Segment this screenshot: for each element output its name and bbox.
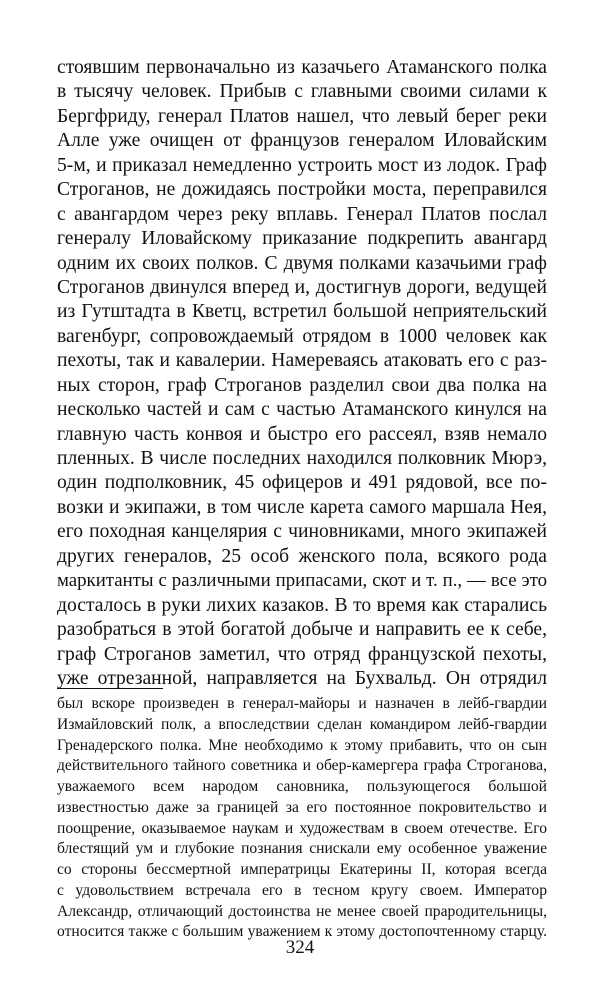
footnote-line: Александр, отличающий достоинства не менее своей прародительницы, [57,902,547,920]
footnote-line: относится также с большим уважением к этому достопочтенному старцу. [57,923,547,941]
text-line: маркитанты с различными припасами, скот и т. п., — все это [57,570,547,592]
text-line: вагенбург, сопровождаемый отрядом в 1000 человек как [57,325,547,347]
text-line: пленных. В числе последних находился полковник Мюрэ, [57,448,547,469]
text-line: с авангардом через реку вплавь. Генерал Платов послал [57,203,547,225]
text-line: Алле уже очищен от французов генералом Иловайским [57,130,547,152]
text-line: уже отрезанной, направляется на Бухвальд. Он отрядил [57,667,547,689]
text-line: в тысячу человек. Прибыв с главными своими силами к [57,81,547,103]
text-line: досталось в руки лихих казаков. В то время как старались [57,594,547,616]
footnote-line: Гренадерского полка. Мне необходимо к этому прибавить, что он сын [57,736,547,754]
text-line: один подполковник, 45 офицеров и 491 рядовой, все по- [57,472,547,494]
footnote-line: поощрение, оказываемое наукам и художествам в своем отечестве. Его [57,819,547,837]
text-line: пехоты, так и кавалерии. Намереваясь атаковать его с раз- [57,350,547,372]
text-line: несколько частей и сам с частью Атаманского кинулся на [57,399,547,421]
footnote-line: со стороны бессмертной императрицы Екатерины II, которая всегда [57,861,547,878]
footnote-separator [57,688,163,689]
footnote-line: действительного тайного советника и обер-камергера графа Строганова, [57,757,547,775]
text-line: ных сторон, граф Строганов разделил свои два полка на [57,374,547,396]
text-line: разобраться в этой богатой добыче и направить ее к себе, [57,619,547,641]
text-line: из Гутштадта в Кветц, встретил большой неприятельский [57,301,547,323]
text-line: Бергфриду, генерал Платов нашел, что левый берег реки [57,105,547,127]
text-line: возки и экипажи, в том числе карета самого маршала Нея, [57,496,547,518]
text-line: Строганов, не дожидаясь постройки моста, переправился [57,179,547,201]
footnote-block [57,694,547,943]
footnote-line: блестящий ум и глубокие познания снискали ему особенное уважение [57,840,547,858]
footnote-line: Измайловский полк, а впоследствии сделан командиром лейб-гвардии [57,715,547,733]
text-line: главную часть конвоя и быстро его рассеял, взяв немало [57,423,547,445]
text-line: одним их своих полков. С двумя полками казачьими граф [57,252,547,274]
footnote-line: был вскоре произведен в генерал-майоры и назначен в лейб-гвардии [57,695,547,712]
footnote-line: уважаемого всем народом сановника, пользующегося большой [57,778,547,795]
page-number: 324 [285,937,315,958]
text-line: стоявшим первоначально из казачьего Атаманского полка [57,57,547,78]
main-text-block [57,56,547,691]
text-line: генералу Иловайскому приказание подкрепить авангард [57,228,547,250]
footnote-line: известностью даже за границей за его постоянное покровительство и [57,798,547,816]
text-line: 5-м, и приказал немедленно устроить мост из лодок. Граф [57,154,547,176]
text-line: Строганов двинулся вперед и, достигнув дороги, ведущей [57,276,547,298]
text-line: граф Строганов заметил, что отряд французской пехоты, [57,643,547,665]
text-line: его походная канцелярия с чиновниками, много экипажей [57,521,547,543]
text-line: других генералов, 25 особ женского пола, всякого рода [57,545,547,567]
footnote-line: с удовольствием встречала его в тесном кругу своем. Император [57,881,547,899]
